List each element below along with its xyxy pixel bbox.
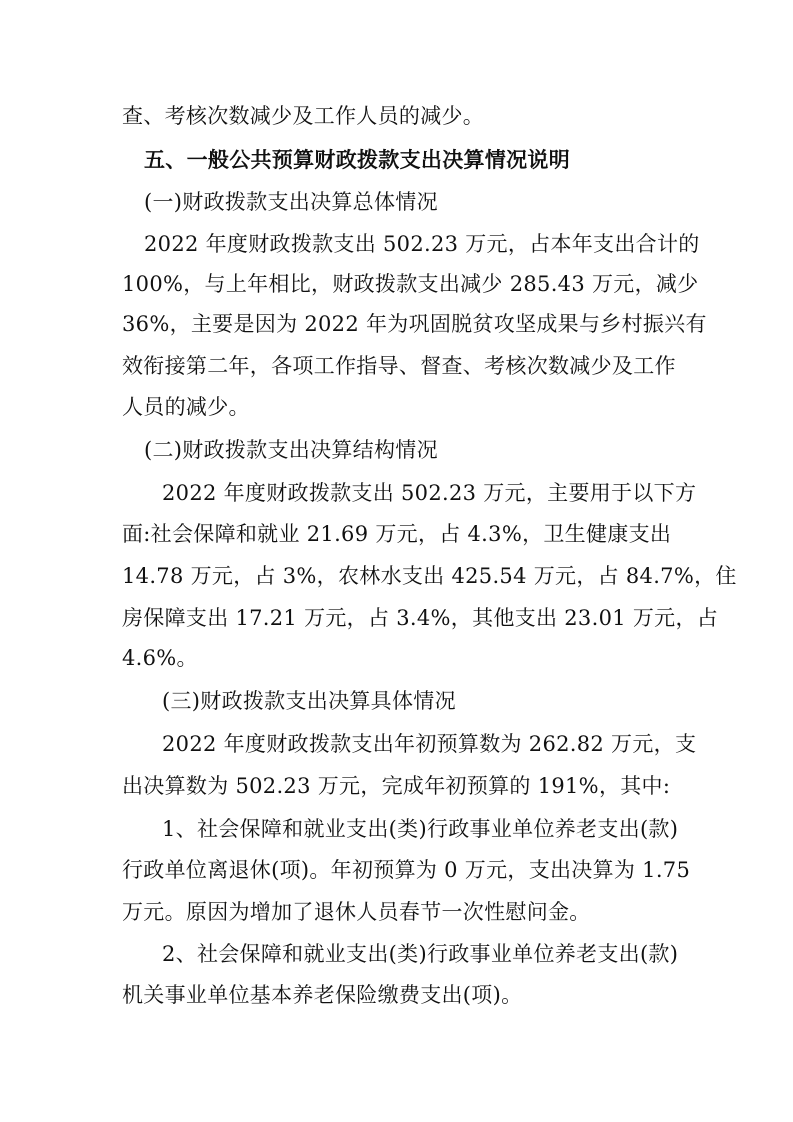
text-line: 面:社会保障和就业 21.69 万元，占 4.3%，卫生健康支出: [122, 522, 672, 546]
text-line: 2022 年度财政拨款支出 502.23 万元，主要用于以下方: [162, 481, 697, 505]
subsection-heading: (一)财政拨款支出决算总体情况: [144, 190, 438, 214]
text-line: 行政单位离退休(项)。年初预算为 0 万元，支出决算为 1.75: [122, 858, 691, 882]
text-line: 4.6%。: [122, 646, 198, 670]
text-line: 100%，与上年相比，财政拨款支出减少 285.43 万元，减少: [122, 272, 699, 296]
subsection-heading: (二)财政拨款支出决算结构情况: [144, 438, 438, 462]
subsection-heading: (三)财政拨款支出决算具体情况: [162, 689, 456, 713]
text-line: 2、社会保障和就业支出(类)行政事业单位养老支出(款): [162, 942, 679, 966]
text-line: 人员的减少。: [122, 395, 250, 419]
text-line: 效衔接第二年，各项工作指导、督查、考核次数减少及工作: [122, 354, 676, 378]
text-line: 1、社会保障和就业支出(类)行政事业单位养老支出(款): [162, 817, 679, 841]
text-line: 查、考核次数减少及工作人员的减少。: [122, 104, 485, 128]
text-line: 2022 年度财政拨款支出 502.23 万元，占本年支出合计的: [144, 232, 700, 256]
text-line: 万元。原因为增加了退休人员春节一次性慰问金。: [122, 900, 591, 924]
section-heading: 五、一般公共预算财政拨款支出决算情况说明: [144, 148, 570, 172]
text-line: 机关事业单位基本养老保险缴费支出(项)。: [122, 983, 523, 1007]
text-line: 36%，主要是因为 2022 年为巩固脱贫攻坚成果与乡村振兴有: [122, 312, 707, 336]
text-line: 出决算数为 502.23 万元，完成年初预算的 191%，其中:: [122, 774, 671, 798]
text-line: 房保障支出 17.21 万元，占 3.4%，其他支出 23.01 万元，占: [122, 606, 719, 630]
text-line: 2022 年度财政拨款支出年初预算数为 262.82 万元，支: [162, 732, 697, 756]
text-line: 14.78 万元，占 3%，农林水支出 425.54 万元，占 84.7%，住: [122, 564, 737, 588]
